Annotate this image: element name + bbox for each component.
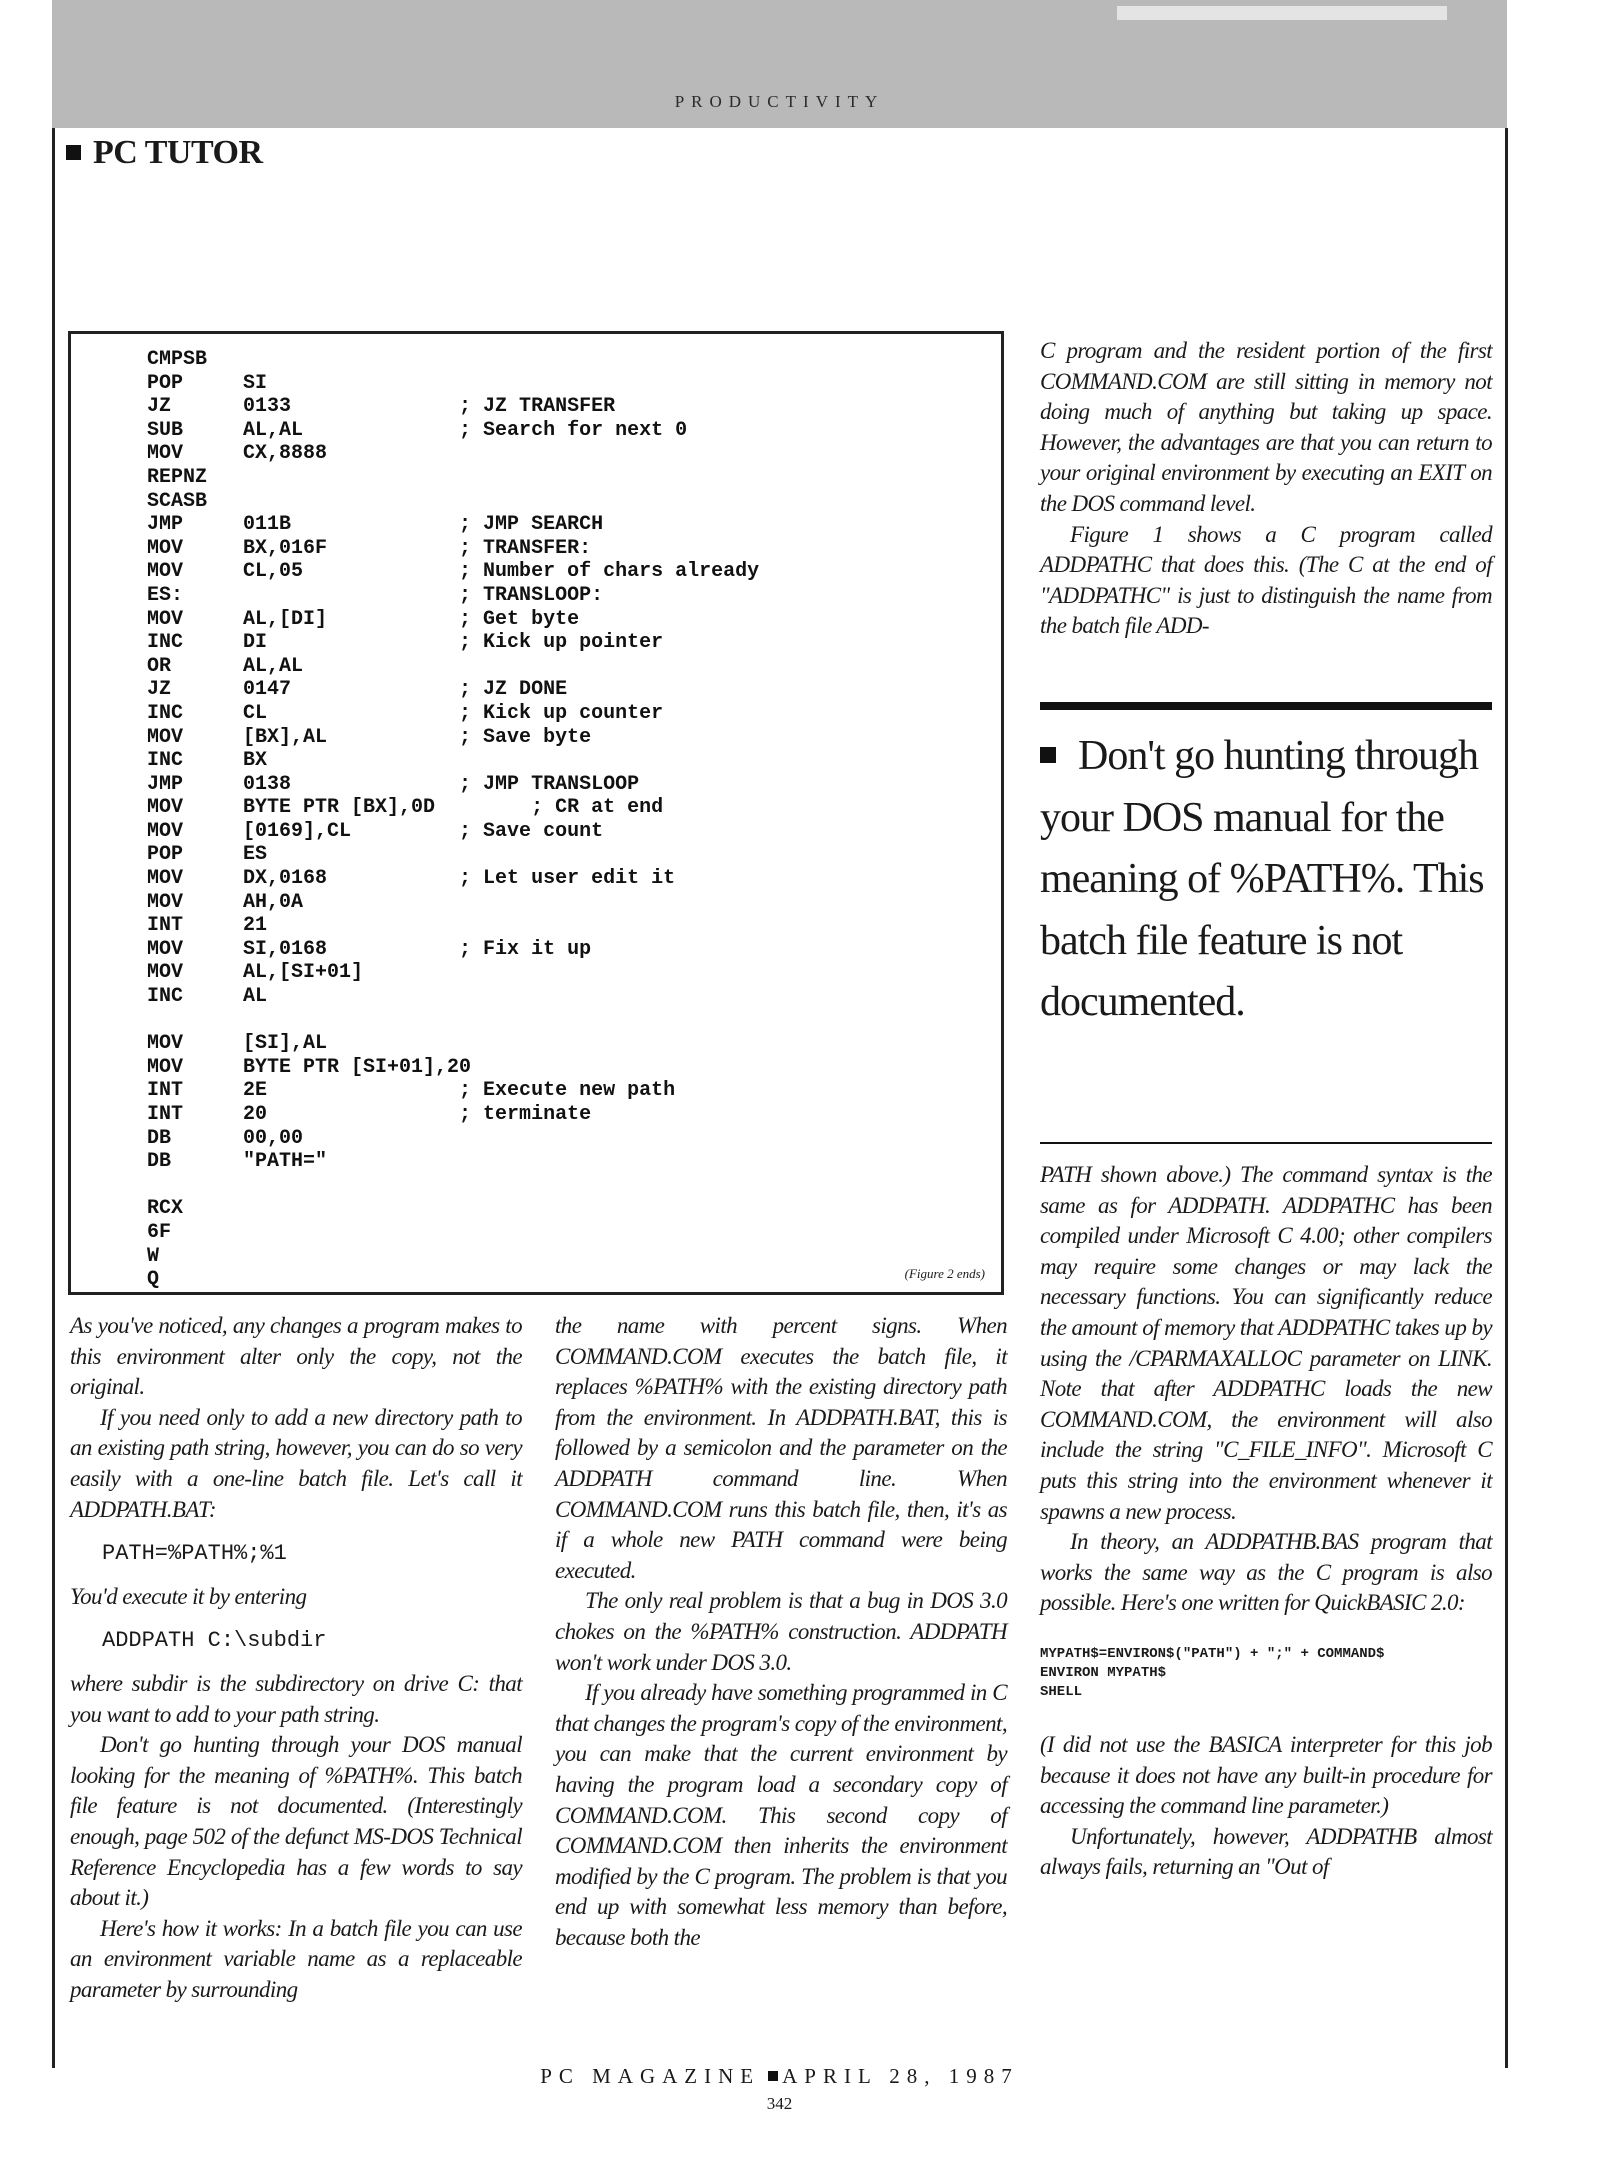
paragraph: Figure 1 shows a C program called ADDPATHC that does this. (The C at the end of "ADDPATHC" is just to distinguish the name from the batch file ADD- bbox=[1040, 521, 1492, 639]
code-line: MOV AH,0A bbox=[147, 890, 304, 914]
code-line: JZ 0147 ; JZ DONE bbox=[147, 678, 568, 702]
code-line: OR AL,AL bbox=[147, 654, 304, 678]
page-number: 342 bbox=[766, 2094, 793, 2113]
code-line: ES: ; TRANSLOOP: bbox=[147, 583, 604, 607]
pullquote-text: Don't go hunting through your DOS manual for the meaning of %PATH%. This batch file feature is not documented. bbox=[1040, 733, 1484, 1025]
code-line: MOV [BX],AL ; Save byte bbox=[147, 725, 592, 749]
code-line: DB 00,00 bbox=[147, 1126, 304, 1150]
code-line: RCX bbox=[147, 1197, 184, 1221]
code-line: MOV CX,8888 bbox=[147, 442, 328, 466]
code-line: JMP 011B ; JMP SEARCH bbox=[147, 513, 604, 537]
code-line: MOV SI,0168 ; Fix it up bbox=[147, 937, 592, 961]
code-line: INC CL ; Kick up counter bbox=[147, 701, 664, 725]
code-line: MOV AL,[SI+01] bbox=[147, 961, 364, 985]
code-line bbox=[147, 1009, 759, 1033]
code-line: MOV AL,[DI] ; Get byte bbox=[147, 607, 580, 631]
code-line: CMPSB bbox=[147, 348, 208, 371]
section-label: PRODUCTIVITY bbox=[674, 92, 885, 111]
command-example: ADDPATH C:\subdir bbox=[102, 1628, 327, 1654]
paragraph: Don't go hunting through your DOS manual looking for the meaning of %PATH%. This batch file feature is not documented. (Interestingly enough, page 502 of the defunct MS-DOS Technical Reference Encyclopedia has a few words to say about it.) bbox=[70, 1732, 522, 1911]
code-line: INT 20 ; terminate bbox=[147, 1103, 592, 1126]
paragraph: As you've noticed, any changes a program makes to this environment alter only the copy, not the original. bbox=[70, 1313, 522, 1400]
code-line: POP ES bbox=[147, 843, 268, 867]
pullquote-rule-bottom bbox=[1040, 1142, 1492, 1144]
article-column-3-top bbox=[1040, 336, 1492, 642]
code-line: MOV BYTE PTR [SI+01],20 bbox=[147, 1055, 472, 1079]
code-line: MOV [0169],CL ; Save count bbox=[147, 819, 604, 843]
code-line: MOV DX,0168 ; Let user edit it bbox=[147, 867, 676, 891]
code-line: MOV CL,05 ; Number of chars already bbox=[147, 560, 760, 584]
square-bullet-icon bbox=[1040, 747, 1056, 763]
paragraph: Unfortunately, however, ADDPATHB almost always fails, returning an "Out of bbox=[1040, 1823, 1492, 1880]
page-frame-right bbox=[1505, 128, 1508, 2068]
code-line: INC DI ; Kick up pointer bbox=[147, 631, 664, 655]
code-line: DB "PATH=" bbox=[147, 1150, 328, 1174]
paragraph: If you already have something programmed in C that changes the program's copy of the environment, you can make that the current environment by having the program load a secondary copy of COMMAND.COM. This second copy of COMMAND.COM then inherits the environment modified by the C program. The problem is that you end up with somewhat less memory than before, because both the bbox=[555, 1680, 1007, 1950]
code-line: INT 2E ; Execute new path bbox=[147, 1079, 676, 1103]
magazine-name: PC MAGAZINE bbox=[540, 2064, 761, 2088]
figure-2-code-box bbox=[68, 331, 1004, 1295]
square-bullet-icon bbox=[768, 2071, 778, 2081]
paragraph: You'd execute it by entering bbox=[70, 1583, 307, 1609]
article-column-2 bbox=[555, 1311, 1007, 1953]
code-line: SUB AL,AL ; Search for next 0 bbox=[147, 418, 688, 442]
code-line: SCASB bbox=[147, 489, 208, 513]
code-line: MOV BYTE PTR [BX],0D ; CR at end bbox=[147, 796, 664, 820]
paragraph: Here's how it works: In a batch file you can use an environment variable name as a replaceable parameter by surrounding bbox=[70, 1915, 522, 2002]
paragraph: C program and the resident portion of the first COMMAND.COM are still sitting in memory not doing much of anything but taking up space. However, the advantages are that you can return to your original environment by executing an EXIT on the DOS command level. bbox=[1040, 338, 1492, 516]
assembly-listing bbox=[147, 348, 759, 1292]
code-line: INC BX bbox=[147, 749, 268, 773]
footer-line bbox=[52, 2064, 1507, 2089]
code-line: POP SI bbox=[147, 371, 268, 395]
figure-caption: (Figure 2 ends) bbox=[904, 1266, 985, 1281]
column-title-text: PC TUTOR bbox=[93, 134, 263, 171]
paragraph: where subdir is the subdirectory on drive C: that you want to add to your path string. bbox=[70, 1670, 522, 1727]
column-title bbox=[66, 134, 263, 172]
code-line: JZ 0133 ; JZ TRANSFER bbox=[147, 395, 616, 419]
code-line: Q bbox=[147, 1268, 160, 1292]
code-line: INC AL bbox=[147, 985, 268, 1009]
paragraph: In theory, an ADDPATHB.BAS program that works the same way as the C program is also possible. Here's one written for QuickBASIC 2.0: bbox=[1040, 1529, 1492, 1616]
code-line: REPNZ bbox=[147, 465, 208, 489]
code-line bbox=[147, 1174, 759, 1198]
code-line: MOV BX,016F ; TRANSFER: bbox=[147, 536, 592, 560]
code-line: INT 21 bbox=[147, 914, 268, 938]
code-line: 6F bbox=[147, 1220, 172, 1244]
batch-code: PATH=%PATH%;%1 bbox=[102, 1541, 287, 1567]
page-frame-left bbox=[52, 128, 55, 2068]
paragraph: The only real problem is that a bug in DOS 3.0 chokes on the %PATH% construction. ADDPATH won't work under DOS 3.0. bbox=[555, 1588, 1007, 1675]
code-line: W bbox=[147, 1244, 160, 1268]
code-line: MOV [SI],AL bbox=[147, 1032, 328, 1056]
pullquote-rule-top bbox=[1040, 702, 1492, 710]
quickbasic-code: MYPATH$=ENVIRON$("PATH") + ";" + COMMAND$ ENVIRON MYPATH$ SHELL bbox=[1040, 1645, 1385, 1700]
paragraph: the name with percent signs. When COMMAND.COM executes the batch file, it replaces %PATH% with the existing directory path from the environment. In ADDPATH.BAT, this is followed by a semicolon and the parameter on the ADDPATH command line. When COMMAND.COM runs this batch file, then, it's as if a whole new PATH command were being executed. bbox=[555, 1313, 1007, 1583]
paragraph: If you need only to add a new directory path to an existing path string, however, you can do so very easily with a one-line batch file. Let's call it ADDPATH.BAT: bbox=[70, 1404, 522, 1522]
pullquote bbox=[1040, 726, 1500, 1034]
square-bullet-icon bbox=[66, 145, 81, 160]
article-column-1 bbox=[70, 1311, 522, 2005]
paragraph: PATH shown above.) The command syntax is the same as for ADDPATH. ADDPATHC has been compiled under Microsoft C 4.00; other compilers may require some changes or may lack the necessary functions. You can significantly reduce the amount of memory that ADDPATHC takes up by using the /CPARMAXALLOC parameter on LINK. Note that after ADDPATHC loads the new COMMAND.COM, the environment will also include the string "C_FILE_INFO". Microsoft C puts this string into the environment whenever it spawns a new process. bbox=[1040, 1162, 1492, 1524]
code-line: JMP 0138 ; JMP TRANSLOOP bbox=[147, 772, 640, 796]
paragraph: (I did not use the BASICA interpreter for this job because it does not have any built-in procedure for accessing the command line parameter.) bbox=[1040, 1731, 1492, 1819]
article-column-3-bottom bbox=[1040, 1160, 1492, 1883]
band-highlight bbox=[1117, 6, 1447, 20]
issue-date: APRIL 28, 1987 bbox=[782, 2064, 1019, 2088]
